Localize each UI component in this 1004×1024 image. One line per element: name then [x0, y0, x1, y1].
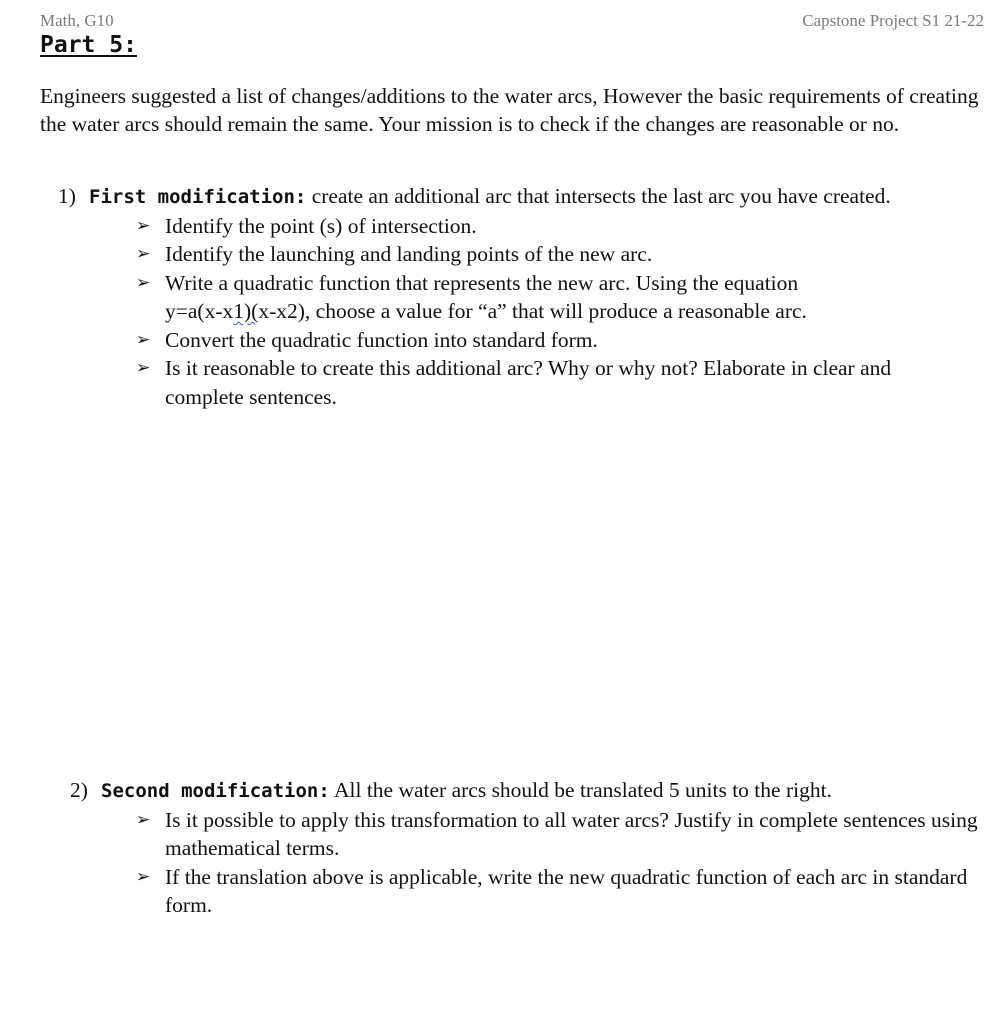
question-1 — [58, 182, 968, 411]
list-item — [136, 212, 968, 241]
arrowhead-bullet-icon: ➢ — [136, 244, 151, 264]
arrowhead-bullet-icon: ➢ — [136, 215, 151, 236]
bullet-text — [165, 269, 968, 326]
bullet-text: Is it possible to apply this transformation to all water arcs? Justify in complete sentences using mathematical terms. — [165, 807, 978, 860]
question-body: create an additional arc that intersects the last arc you have created. — [306, 184, 891, 208]
bullet-text: Convert the quadratic function into standard form. — [165, 327, 598, 352]
header-project: Capstone Project S1 21-22 — [802, 11, 984, 30]
part-title: Part 5: — [40, 32, 137, 58]
arrowhead-bullet-icon: ➢ — [136, 272, 151, 293]
arrowhead-bullet-icon: ➢ — [136, 358, 151, 378]
spellcheck-squiggle: 1)( — [233, 299, 259, 323]
intro-paragraph: Engineers suggested a list of changes/additions to the water arcs, However the basic requirements of creating the water arcs should remain the same. Your mission is to check if the changes are reasonable or no. — [40, 84, 979, 136]
question-2-heading — [70, 776, 990, 806]
question-1-bullets — [136, 212, 968, 412]
bullet-text-line: Write a quadratic function that represents the new arc. Using the equation — [165, 270, 799, 295]
arrowhead-bullet-icon: ➢ — [136, 809, 151, 830]
list-item — [136, 269, 968, 326]
question-1-heading — [58, 182, 968, 212]
bullet-text: If the translation above is applicable, write the new quadratic function of each arc in standard form. — [165, 864, 968, 917]
question-number: 1) — [58, 184, 76, 208]
list-item — [136, 863, 990, 920]
question-label: Second modification: — [101, 780, 330, 802]
bullet-text: Identify the point (s) of intersection. — [165, 213, 477, 238]
question-label: First modification: — [89, 186, 307, 208]
question-2-bullets — [136, 806, 990, 920]
header-subject: Math, G10 — [40, 11, 114, 30]
list-item — [136, 326, 968, 355]
question-text — [101, 776, 990, 806]
equation-after: x-x2), choose a value for “a” that will produce a reasonable arc. — [258, 299, 807, 323]
question-text — [89, 182, 968, 212]
list-item — [136, 354, 968, 411]
arrowhead-bullet-icon: ➢ — [136, 866, 151, 887]
bullet-text: Identify the launching and landing points of the new arc. — [165, 242, 653, 266]
question-body: All the water arcs should be translated 5 units to the right. — [329, 778, 832, 802]
question-2 — [70, 776, 990, 920]
list-item — [136, 240, 968, 269]
bullet-text: Is it reasonable to create this additional arc? Why or why not? Elaborate in clear and complete sentences. — [165, 356, 892, 409]
equation-before: y=a(x-x — [165, 299, 234, 323]
question-number: 2) — [70, 778, 88, 802]
list-item — [136, 806, 990, 863]
arrowhead-bullet-icon: ➢ — [136, 329, 151, 350]
